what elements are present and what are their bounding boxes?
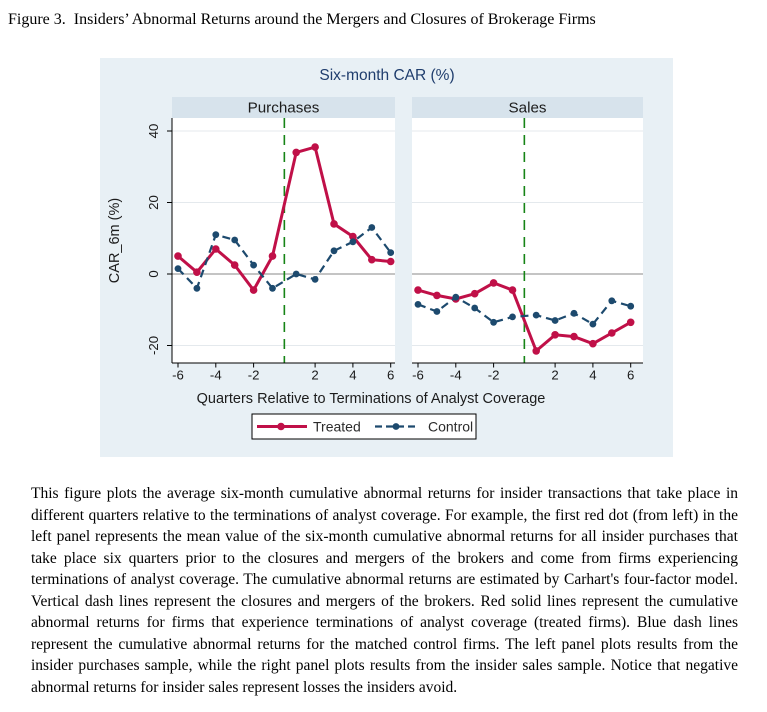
- x-tick-label: -2: [487, 367, 500, 383]
- y-tick-label: 0: [146, 270, 161, 278]
- y-axis-label: CAR_6m (%): [107, 197, 123, 284]
- treated-marker: [471, 290, 479, 298]
- x-tick-label: -2: [247, 367, 260, 383]
- legend-label-control: Control: [428, 418, 474, 435]
- control-marker: [509, 314, 516, 321]
- x-tick-label: 4: [349, 367, 357, 383]
- control-marker: [471, 305, 478, 312]
- y-tick-label: -20: [146, 335, 161, 356]
- control-marker: [293, 271, 300, 278]
- control-marker: [175, 265, 182, 272]
- figure-title: Figure 3. Insiders’ Abnormal Returns around the Mergers and Closures of Brokerage Firms: [8, 11, 596, 28]
- treated-marker: [387, 258, 395, 266]
- treated-marker: [174, 252, 182, 260]
- x-tick-label: 6: [387, 367, 395, 383]
- treated-marker: [250, 286, 258, 294]
- plot-area: [172, 118, 395, 363]
- control-marker: [452, 294, 459, 301]
- treated-marker: [269, 252, 277, 260]
- control-marker: [533, 312, 540, 319]
- x-tick-label: 6: [627, 367, 635, 383]
- figure-caption: This figure plots the average six-month cumulative abnormal returns for insider transactions that take place in different quarters relative to the terminations of analyst coverage. For example, the first red dot (from left) in the left panel represents the mean value of the six-month cumulative abnormal returns for all insider purchases that take place six quarters prior to the closures and mergers of the brokers and come from firms experiencing terminations of analyst coverage. The cumulative abnormal returns are estimated by Carhart's four-factor model. Vertical dash lines represent the closures and mergers of the brokers. Red solid lines represent the cumulative abnormal returns for firms that experience terminations of analyst coverage (treated firms). Blue dash lines represent the cumulative abnormal returns for the matched control firms. The left panel plots results from the insider purchases sample, while the right panel plots results from the insider sales sample. Notice that negative abnormal returns for insider sales represent losses the insiders avoid.: [31, 485, 738, 696]
- control-marker: [590, 321, 597, 328]
- control-marker: [312, 276, 319, 283]
- treated-marker: [509, 286, 517, 294]
- panel-purchases: [172, 97, 395, 383]
- panel-sales: [412, 97, 643, 383]
- treated-marker: [627, 319, 635, 327]
- treated-marker: [532, 347, 540, 355]
- treated-marker: [608, 329, 616, 337]
- control-marker: [269, 285, 276, 292]
- y-tick-label: 40: [146, 123, 161, 139]
- legend-marker-treated: [277, 423, 285, 431]
- control-marker: [231, 237, 238, 244]
- treated-marker: [414, 286, 422, 294]
- panel-label: Purchases: [247, 99, 320, 117]
- control-marker: [490, 319, 497, 326]
- y-tick-label: 20: [146, 195, 161, 210]
- control-marker: [434, 308, 441, 315]
- control-marker: [331, 247, 338, 254]
- legend-marker-control: [393, 423, 400, 430]
- control-marker: [608, 297, 615, 304]
- chart-figure: [100, 58, 673, 457]
- x-tick-label: -4: [209, 367, 222, 383]
- control-marker: [350, 238, 357, 245]
- x-tick-label: 2: [551, 367, 559, 383]
- chart-title: Six-month CAR (%): [319, 67, 455, 84]
- treated-marker: [589, 340, 597, 348]
- x-tick-label: -6: [172, 367, 184, 383]
- treated-marker: [570, 333, 578, 341]
- legend: [252, 414, 476, 439]
- treated-marker: [193, 268, 201, 276]
- treated-marker: [231, 261, 239, 269]
- treated-marker: [368, 256, 376, 264]
- control-marker: [571, 310, 578, 317]
- legend-label-treated: Treated: [313, 418, 361, 435]
- x-tick-label: 2: [311, 367, 319, 383]
- control-marker: [194, 285, 201, 292]
- panel-label: Sales: [508, 99, 547, 117]
- control-marker: [250, 262, 257, 269]
- treated-marker: [490, 279, 498, 287]
- control-marker: [552, 317, 559, 324]
- treated-marker: [551, 331, 559, 339]
- x-tick-label: -6: [412, 367, 424, 383]
- x-tick-label: 4: [589, 367, 597, 383]
- control-marker: [368, 224, 375, 231]
- control-marker: [212, 231, 219, 238]
- control-marker: [415, 301, 422, 308]
- treated-marker: [212, 245, 220, 253]
- car-chart-svg: [100, 58, 673, 457]
- control-marker: [387, 249, 394, 256]
- control-marker: [627, 303, 634, 310]
- x-axis-label: Quarters Relative to Terminations of Analyst Coverage: [196, 391, 546, 407]
- treated-marker: [311, 143, 319, 151]
- treated-marker: [292, 149, 300, 157]
- treated-marker: [433, 292, 441, 300]
- treated-marker: [330, 220, 338, 228]
- x-tick-label: -4: [449, 367, 462, 383]
